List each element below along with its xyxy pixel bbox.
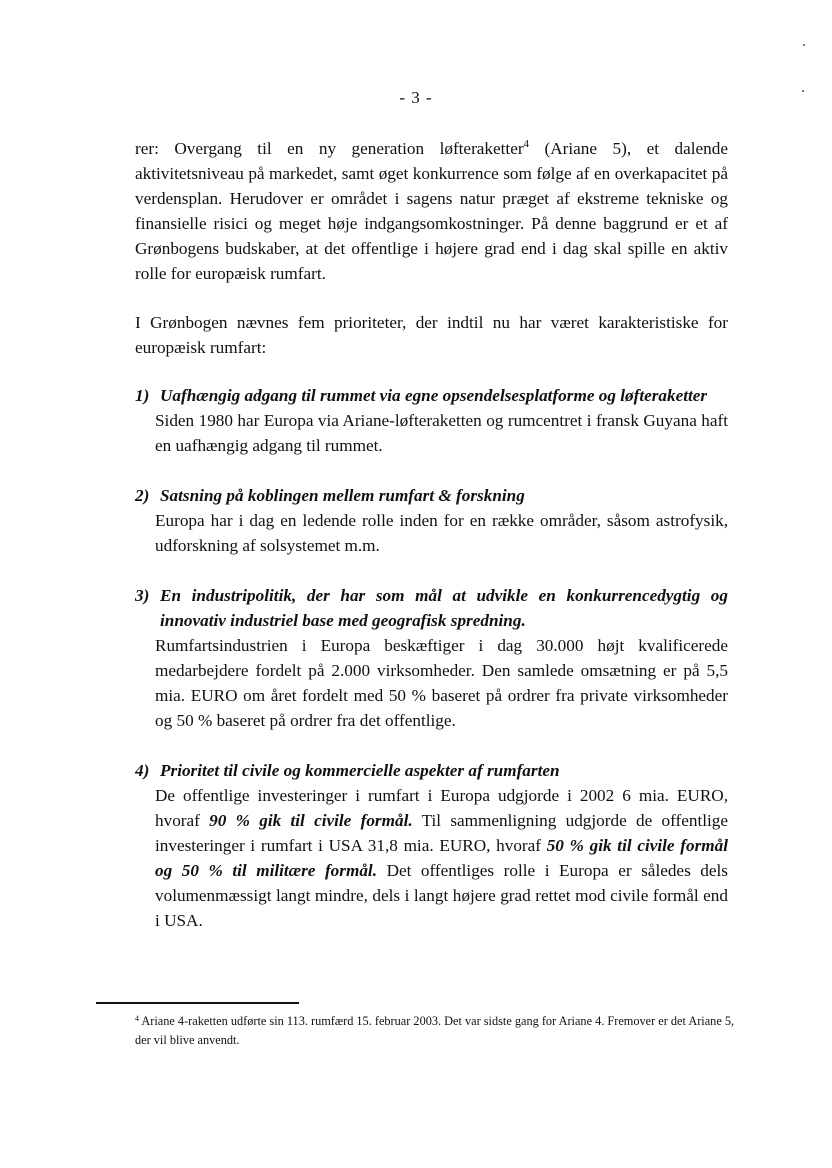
priority-body: Europa har i dag en ledende rolle inden for en række områder, såsom astrofysik, udforskning af solsystemet m.m. [155,511,728,555]
page-number: - 3 - [399,88,433,107]
paragraph-intro [135,136,728,286]
priority-title: Uafhængig adgang til rummet via egne opsendelsesplatforme og løfteraketter [160,386,708,405]
priority-number: 4) [135,761,150,780]
priority-item-2 [135,483,728,558]
priority-body-text: Til sammenligning udgjorde de offentlige investeringer i rumfart i USA 31,8 mia. EURO, hvoraf [155,811,729,855]
priority-body-emphasis: 50 % gik til civile formål og 50 % til militære formål. [155,836,728,880]
priority-title: Satsning på koblingen mellem rumfart & forskning [160,486,525,505]
priority-body: Siden 1980 har Europa via Ariane-løfteraketten og rumcentret i fransk Guyana haft en uafhængig adgang til rummet. [155,411,728,455]
footnote-ref: 4 [523,138,530,150]
priority-item-1 [135,383,728,458]
paragraph-priorities-intro: I Grønbogen nævnes fem prioriteter, der indtil nu har været karakteristiske for europæisk rumfart: [135,313,728,357]
paragraph-intro-text-cont: (Ariane 5), et dalende aktivitetsniveau på markedet, samt øget konkurrence som følge af en overkapacitet på verdensplan. Herudover er området i sagens natur præget af ekstreme tekniske og finansielle risici og meget høje indgangsomkostninger. På denne baggrund er et af Grønbogens budskaber, at det offentlige i højere grad end i dag skal spille en aktiv rolle for europæisk rumfart. [135,139,728,283]
priority-number: 2) [135,486,150,505]
paragraph-intro-text: rer: Overgang til en ny generation løfteraketter [135,139,524,158]
priority-item-3 [135,583,728,733]
priority-body [135,783,728,933]
priority-body-text: De offentlige investeringer i rumfart i Europa udgjorde i 2002 6 mia. EURO, hvoraf [155,786,728,830]
priority-number: 1) [135,386,150,405]
footnote-divider [96,1002,299,1004]
priority-item-4 [135,758,728,933]
scan-speck [802,90,804,92]
priority-number: 3) [135,586,150,605]
page-body [135,136,728,958]
footnote-marker: 4 [135,1014,139,1023]
priority-title: Prioritet til civile og kommercielle aspekter af rumfarten [160,761,560,780]
footnote-text: Ariane 4-raketten udførte sin 113. rumfærd 15. februar 2003. Det var sidste gang for Ariane 4. Fremover er det Ariane 5, der vil blive anvendt. [135,1014,735,1047]
priority-body: Rumfartsindustrien i Europa beskæftiger i dag 30.000 højt kvalificerede medarbejdere fordelt på 2.000 virksomheder. Den samlede omsætning er på 5,5 mia. EURO om året fordelt med 50 % baseret på ordrer fra private virksomheder og 50 % baseret på ordrer fra det offentlige. [155,636,728,730]
footnote [135,1012,735,1050]
scan-speck [803,44,805,46]
priority-body-text: Det offentliges rolle i Europa er således dels volumenmæssigt langt mindre, dels i langt højere grad rettet mod civile formål end i USA. [155,861,728,930]
priority-title: En industripolitik, der har som mål at udvikle en konkurrencedygtig og innovativ industriel base med geografisk spredning. [160,586,728,630]
priority-body-emphasis: 90 % gik til civile formål. [209,811,413,830]
